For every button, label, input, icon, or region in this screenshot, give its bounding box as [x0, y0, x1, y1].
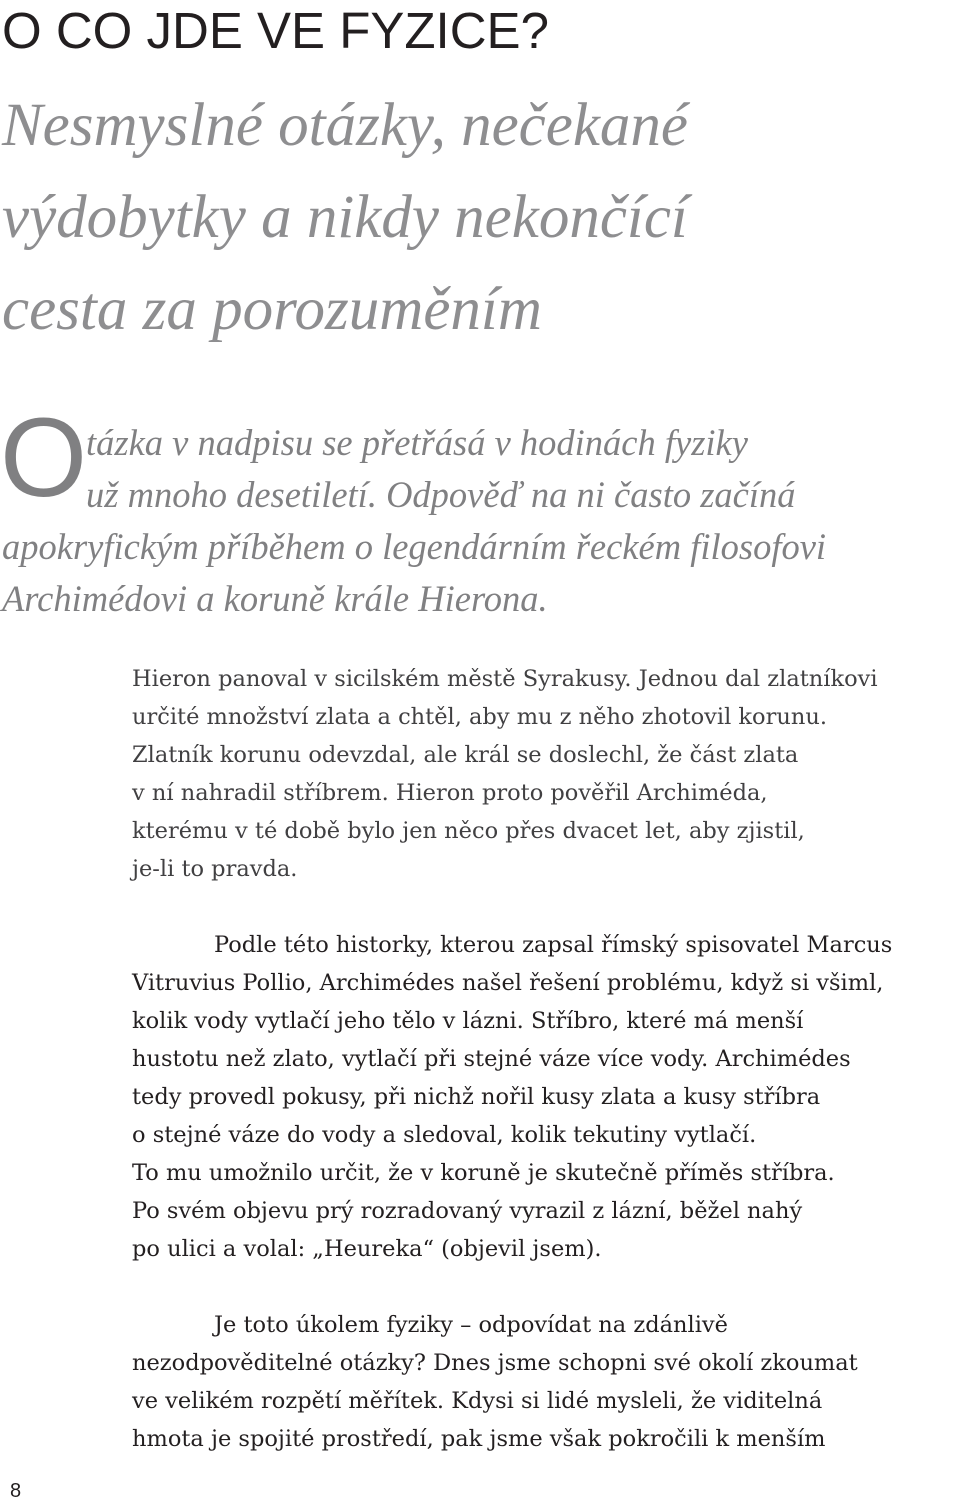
body-paragraph [132, 926, 952, 1268]
paragraph-line: je-li to pravda. [132, 856, 298, 882]
subtitle-line: Nesmyslné otázky, nečekané [2, 92, 688, 159]
paragraph-line: ve velikém rozpětí měřítek. Kdysi si lidé mysleli, že viditelná [132, 1388, 823, 1414]
paragraph-line: Po svém objevu prý rozradovaný vyrazil z lázní, běžel nahý [132, 1198, 803, 1224]
paragraph-line: po ulici a volal: „Heureka“ (objevil jsem). [132, 1236, 602, 1262]
paragraph-line: Zlatník korunu odevzdal, ale král se doslechl, že část zlata [132, 742, 799, 768]
paragraph-line: hmota je spojité prostředí, pak jsme však pokročili k menším [132, 1426, 826, 1452]
body-paragraph [132, 660, 952, 888]
paragraph-line: hustotu než zlato, vytlačí při stejné váze více vody. Archimédes [132, 1046, 851, 1072]
paragraph-line: určité množství zlata a chtěl, aby mu z něho zhotovil korunu. [132, 704, 827, 730]
paragraph-line: nezodpověditelné otázky? Dnes jsme schopni své okolí zkoumat [132, 1350, 858, 1376]
paragraph-line: Vitruvius Pollio, Archimédes našel řešení problému, když si všiml, [132, 970, 884, 996]
paragraph-line: To mu umožnilo určit, že v koruně je skutečně příměs stříbra. [132, 1160, 835, 1186]
paragraph-line: tedy provedl pokusy, při nichž nořil kusy zlata a kusy stříbra [132, 1084, 821, 1110]
paragraph-line: v ní nahradil stříbrem. Hieron proto pověřil Archiméda, [132, 780, 768, 806]
paragraph-line: Podle této historky, kterou zapsal římský spisovatel Marcus [214, 932, 893, 958]
intro-line: Archimédovi a koruně krále Hierona. [2, 578, 548, 619]
chapter-subtitle [2, 80, 688, 356]
paragraph-line: Hieron panoval v sicilském městě Syrakusy. Jednou dal zlatníkovi [132, 666, 878, 692]
drop-cap: O [0, 395, 88, 520]
chapter-title: O CO JDE VE FYZICE? [2, 2, 549, 59]
paragraph-line: Je toto úkolem fyziky – odpovídat na zdánlivě [214, 1312, 728, 1338]
paragraph-line: o stejné váze do vody a sledoval, kolik tekutiny vytlačí. [132, 1122, 757, 1148]
paragraph-line: kolik vody vytlačí jeho tělo v lázni. Stříbro, které má menší [132, 1008, 804, 1034]
page-number: 8 [10, 1480, 22, 1502]
intro-paragraph [2, 417, 952, 625]
paragraph-line: kterému v té době bylo jen něco přes dvacet let, aby zjistil, [132, 818, 805, 844]
intro-line: už mnoho desetiletí. Odpověď na ni často začíná [86, 474, 796, 515]
body-paragraph [132, 1306, 952, 1458]
subtitle-line: cesta za porozuměním [2, 276, 542, 343]
intro-line: apokryfickým příběhem o legendárním řeckém filosofovi [2, 526, 827, 567]
intro-line: tázka v nadpisu se přetřásá v hodinách fyziky [86, 422, 748, 463]
subtitle-line: výdobytky a nikdy nekončící [2, 184, 688, 251]
